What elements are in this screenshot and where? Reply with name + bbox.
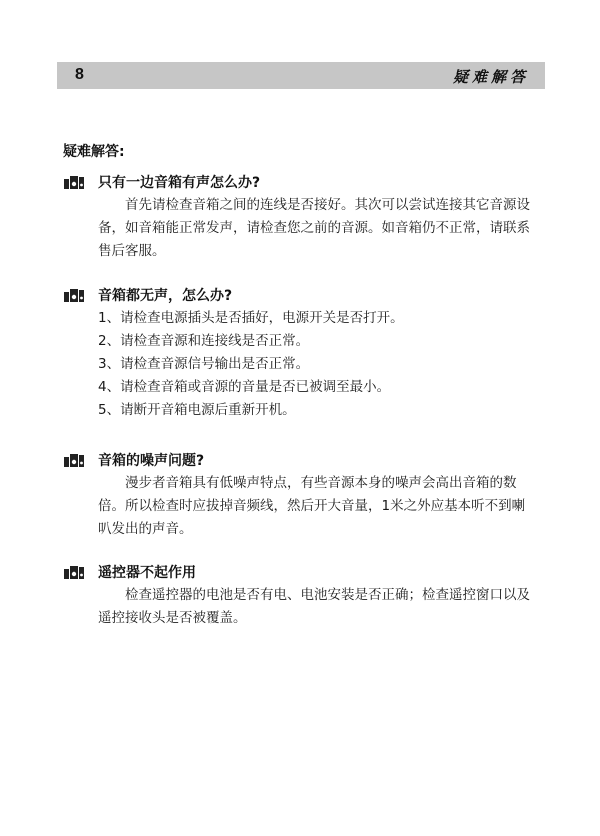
faq-item	[63, 561, 543, 630]
faq-item	[63, 449, 543, 541]
step-item: 5、请断开音箱电源后重新开机。	[98, 402, 296, 418]
running-title: 疑难解答	[452, 68, 529, 86]
faq-question: 音箱的噪声问题?	[98, 453, 205, 469]
faq-answer: 漫步者音箱具有低噪声特点，有些音源本身的噪声会高出音箱的数倍。所以检查时应拔掉音频线，然后开大音量，1米之外应基本听不到喇叭发出的声音。	[98, 475, 526, 537]
section-title: 疑难解答:	[63, 144, 125, 160]
step-item: 2、请检查音源和连接线是否正常。	[98, 333, 310, 349]
speaker-icon	[63, 174, 85, 190]
faq-answer: 首先请检查音箱之间的连线是否接好。其次可以尝试连接其它音源设备，如音箱能正常发声，请检查您之前的音源。如音箱仍不正常，请联系售后客服。	[98, 197, 530, 259]
faq-question: 音箱都无声，怎么办?	[98, 288, 233, 304]
faq-item	[63, 284, 543, 422]
faq-item	[63, 171, 543, 263]
step-item: 1、请检查电源插头是否插好，电源开关是否打开。	[98, 310, 404, 326]
page-number: 8	[75, 66, 84, 83]
faq-answer: 检查遥控器的电池是否有电、电池安装是否正确；检查遥控窗口以及遥控接收头是否被覆盖。	[98, 587, 530, 626]
speaker-icon	[63, 452, 85, 468]
troubleshooting-steps	[98, 307, 538, 422]
step-item: 3、请检查音源信号输出是否正常。	[98, 356, 310, 372]
page-header	[57, 62, 545, 89]
faq-question: 遥控器不起作用	[98, 565, 196, 581]
speaker-icon	[63, 287, 85, 303]
speaker-icon	[63, 564, 85, 580]
step-item: 4、请检查音箱或音源的音量是否已被调至最小。	[98, 379, 391, 395]
faq-question: 只有一边音箱有声怎么办?	[98, 175, 261, 191]
